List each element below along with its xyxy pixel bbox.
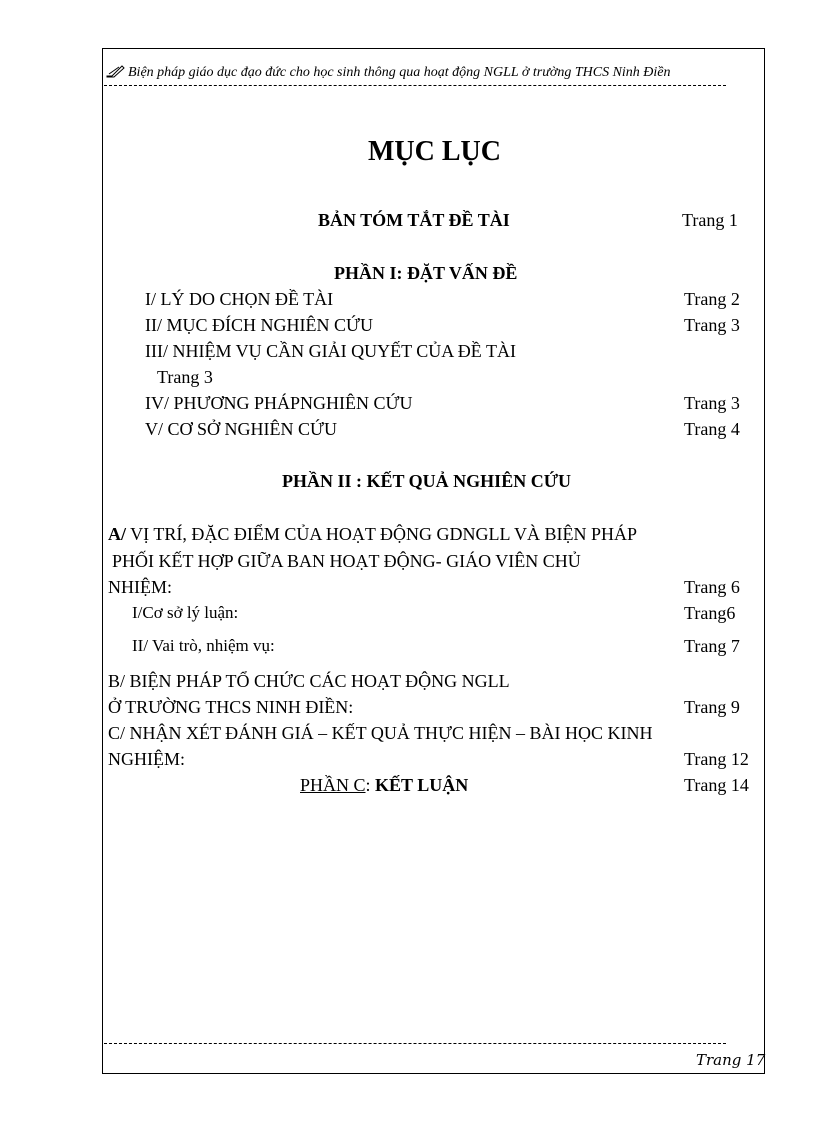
partc-heading-underlined: PHẦN C bbox=[300, 775, 366, 795]
footer-divider bbox=[104, 1043, 726, 1044]
section-a-line2: PHỐI KẾT HỢP GIỮA BAN HOẠT ĐỘNG- GIÁO VIÊN CHỦ bbox=[112, 551, 581, 571]
partc-heading bbox=[300, 774, 468, 796]
part2-heading: PHẦN II : KẾT QUẢ NGHIÊN CỨU bbox=[282, 471, 572, 491]
toc-item-page: Trang 2 bbox=[684, 289, 740, 309]
section-b-line1: B/ BIỆN PHÁP TỔ CHỨC CÁC HOẠT ĐỘNG NGLL bbox=[108, 671, 510, 691]
toc-subitem-label: II/ Vai trò, nhiệm vụ: bbox=[132, 636, 275, 655]
toc-summary-label: BẢN TÓM TẮT ĐỀ TÀI bbox=[318, 210, 510, 230]
toc-item-label: II/ MỤC ĐÍCH NGHIÊN CỨU bbox=[145, 315, 373, 335]
toc-item-page: Trang 3 bbox=[684, 315, 740, 335]
toc-item-page: Trang 4 bbox=[684, 419, 740, 439]
part1-heading: PHẦN I: ĐẶT VẤN ĐỀ bbox=[334, 263, 518, 283]
toc-item-label: IV/ PHƯƠNG PHÁPNGHIÊN CỨU bbox=[145, 393, 413, 413]
toc-subitem-label: I/Cơ sở lý luận: bbox=[132, 603, 239, 622]
page-title: MỤC LỤC bbox=[368, 136, 501, 167]
partc-heading-bold: KẾT LUẬN bbox=[375, 775, 469, 795]
section-b-line2: Ở TRƯỜNG THCS NINH ĐIỀN: bbox=[108, 697, 354, 717]
partc-page: Trang 14 bbox=[684, 775, 749, 795]
toc-summary-page: Trang 1 bbox=[682, 210, 738, 230]
section-a-page: Trang 6 bbox=[684, 577, 740, 597]
section-b-page: Trang 9 bbox=[684, 697, 740, 717]
section-c-line2: NGHIỆM: bbox=[108, 749, 185, 769]
section-c-page: Trang 12 bbox=[684, 749, 749, 769]
page-number-footer: Trang 17 bbox=[696, 1051, 766, 1069]
pen-writing-icon bbox=[106, 64, 126, 78]
toc-item-label: III/ NHIỆM VỤ CẦN GIẢI QUYẾT CỦA ĐỀ TÀI bbox=[145, 341, 516, 361]
toc-item-page: Trang 3 bbox=[157, 367, 213, 387]
toc-item-label: I/ LÝ DO CHỌN ĐỀ TÀI bbox=[145, 289, 334, 309]
header-divider bbox=[104, 85, 726, 86]
section-c-line1: C/ NHẬN XÉT ĐÁNH GIÁ – KẾT QUẢ THỰC HIỆN – BÀI HỌC KINH bbox=[108, 723, 653, 743]
toc-item-page: Trang 3 bbox=[684, 393, 740, 413]
section-a-prefix: A/ bbox=[108, 524, 126, 544]
section-a-line1 bbox=[108, 523, 637, 545]
section-a-line1-text: VỊ TRÍ, ĐẶC ĐIỂM CỦA HOẠT ĐỘNG GDNGLL VÀ BIỆN PHÁP bbox=[126, 524, 638, 544]
toc-subitem-page: Trang6 bbox=[684, 603, 736, 623]
partc-heading-colon: : bbox=[365, 775, 376, 795]
header-text: Biện pháp giáo dục đạo đức cho học sinh thông qua hoạt động NGLL ở trường THCS Ninh Điền bbox=[128, 65, 671, 80]
toc-item-label: V/ CƠ SỞ NGHIÊN CỨU bbox=[145, 419, 337, 439]
toc-subitem-page: Trang 7 bbox=[684, 636, 740, 656]
section-a-line3: NHIỆM: bbox=[108, 577, 172, 597]
running-header bbox=[106, 64, 746, 84]
